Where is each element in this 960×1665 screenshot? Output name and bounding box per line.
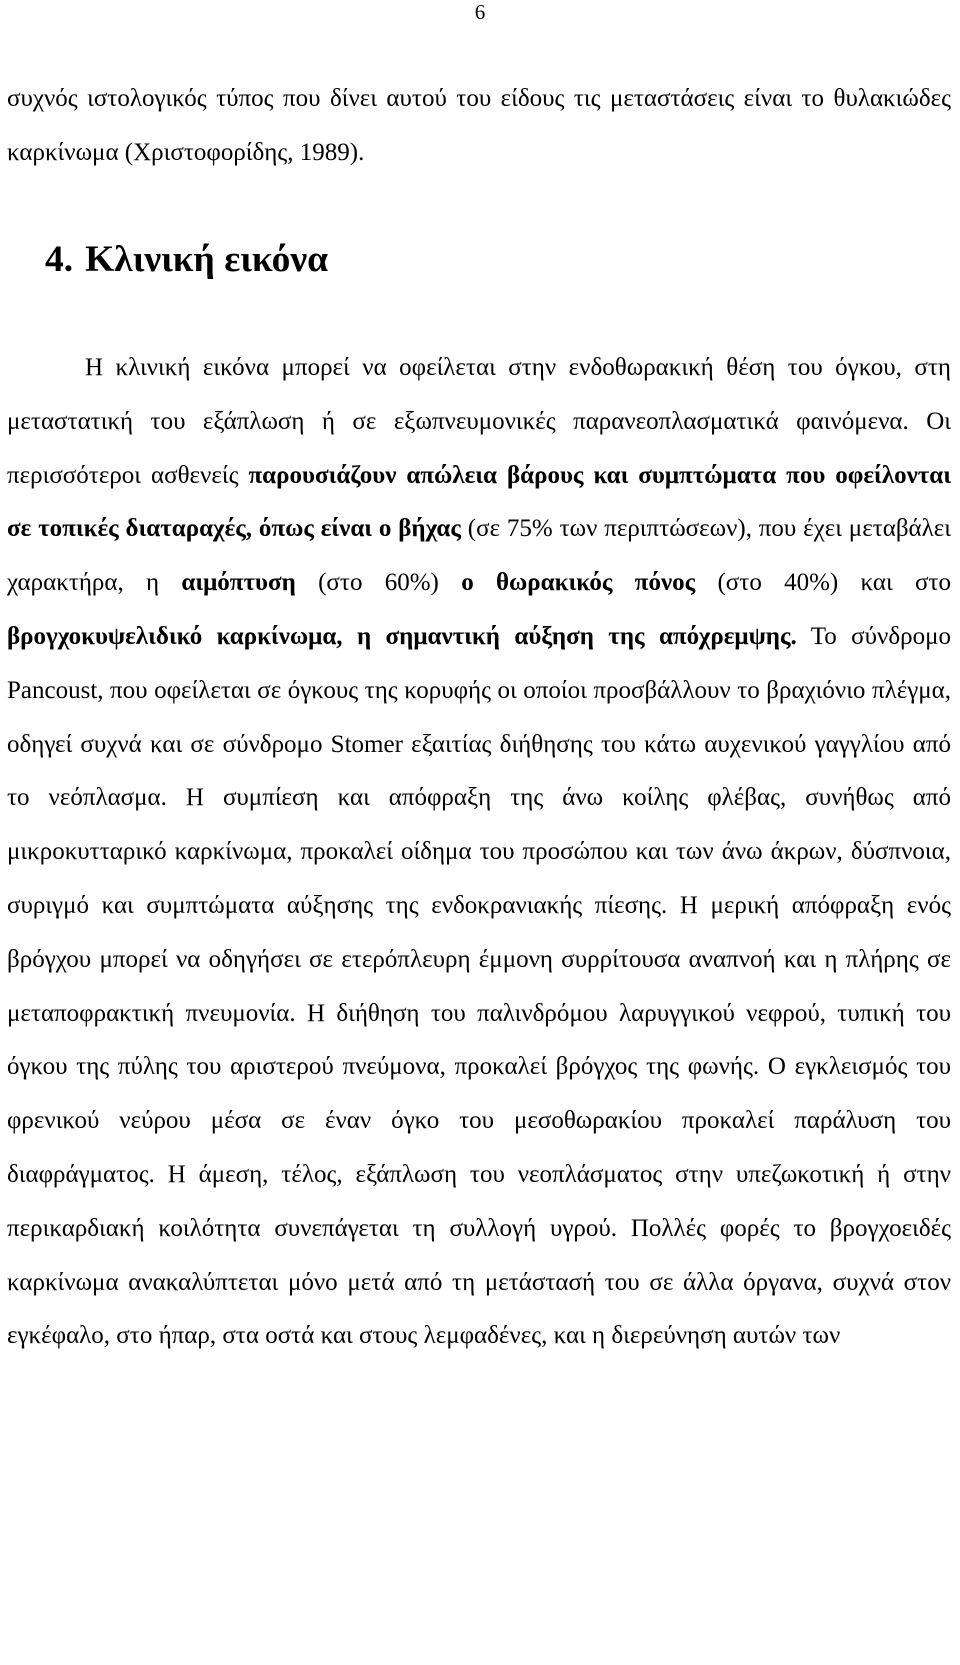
text-segment: Το σύνδρομο Pancoust, που οφείλεται σε όγκους της κορυφής οι οποίοι προσβάλλουν το βραχιόνιο πλέγμα, οδηγεί συχνά και σε σύνδρομο Stomer εξαιτίας διήθησης του κάτω αυχενικού γαγγλίου από το νεόπλασμα. Η συμπίεση και απόφραξη της άνω κοίλης φλέβας, συνήθως από μικροκυτταρικό καρκίνωμα, προκαλεί οίδημα του προσώπου και των άνω άκρων, δύσπνοια, συριγμό και συμπτώματα αύξησης της ενδοκρανιακής πίεσης. Η μερική απόφραξη ενός βρόγχου μπορεί να οδηγήσει σε ετερόπλευρη έμμονη συρρίτουσα αναπνοή και η πλήρης σε μεταποφρακτική πνευμονία. Η διήθηση του παλινδρόμου λαρυγγικού νεφρού, τυπική του όγκου της πύλης του αριστερού πνεύμονα, προκαλεί βρόγχος της φωνής. Ο εγκλεισμός του φρενικού νεύρου μέσα σε έναν όγκο του μεσοθωρακίου προκαλεί παράλυση του διαφράγματος. Η άμεση, τέλος, εξάπλωση του νεοπλάσματος στην υπεζωκοτική ή στην περικαρδιακή κοιλότητα συνεπάγεται τη συλλογή υγρού. Πολλές φορές το βρογχοειδές καρκίνωμα ανακαλύπτεται μόνο μετά από τη μετάστασή του σε άλλα όργανα, συχνά στον εγκέφαλο, στο ήπαρ, στα οστά και στους λεμφαδένες, και η διερεύνηση αυτών των: [7, 622, 951, 1350]
document-body: [7, 72, 951, 1363]
text-segment: (σε 75% των περιπτώσεων), που έχει μεταβάλει χαρακτήρα, η: [7, 515, 952, 597]
section-title: Κλινική εικόνα: [85, 239, 329, 281]
bold-segment: βρογχοκυψελιδικό καρκίνωμα, η σημαντική αύξηση της απόχρεμψης.: [7, 622, 797, 650]
bold-segment: αιμόπτυση: [181, 569, 296, 597]
intro-paragraph: συχνός ιστολογικός τύπος που δίνει αυτού του είδους τις μεταστάσεις είναι το θυλακιώδες καρκίνωμα (Χριστοφορίδης, 1989).: [7, 85, 951, 166]
page-number: 6: [474, 0, 486, 24]
bold-segment: ο θωρακικός πόνος: [461, 569, 696, 597]
section-number: 4.: [45, 239, 74, 281]
text-segment: Η κλινική εικόνα μπορεί να οφείλεται στην ενδοθωρακική θέση του όγκου, στη μεταστατική του εξάπλωση ή σε εξωπνευμονικές παρανεοπλασματικά φαινόμενα. Οι περισσότεροι ασθενείς: [7, 353, 951, 489]
text-segment: (στο 60%): [318, 569, 439, 597]
section-heading: [7, 233, 951, 287]
main-paragraph: [7, 341, 951, 1363]
bold-segment: παρουσιάζουν απώλεια βάρους και συμπτώματα που οφείλονται σε τοπικές διαταραχές, όπως είναι ο βήχας: [7, 461, 951, 543]
text-segment: (στο 40%) και στο: [717, 569, 952, 597]
